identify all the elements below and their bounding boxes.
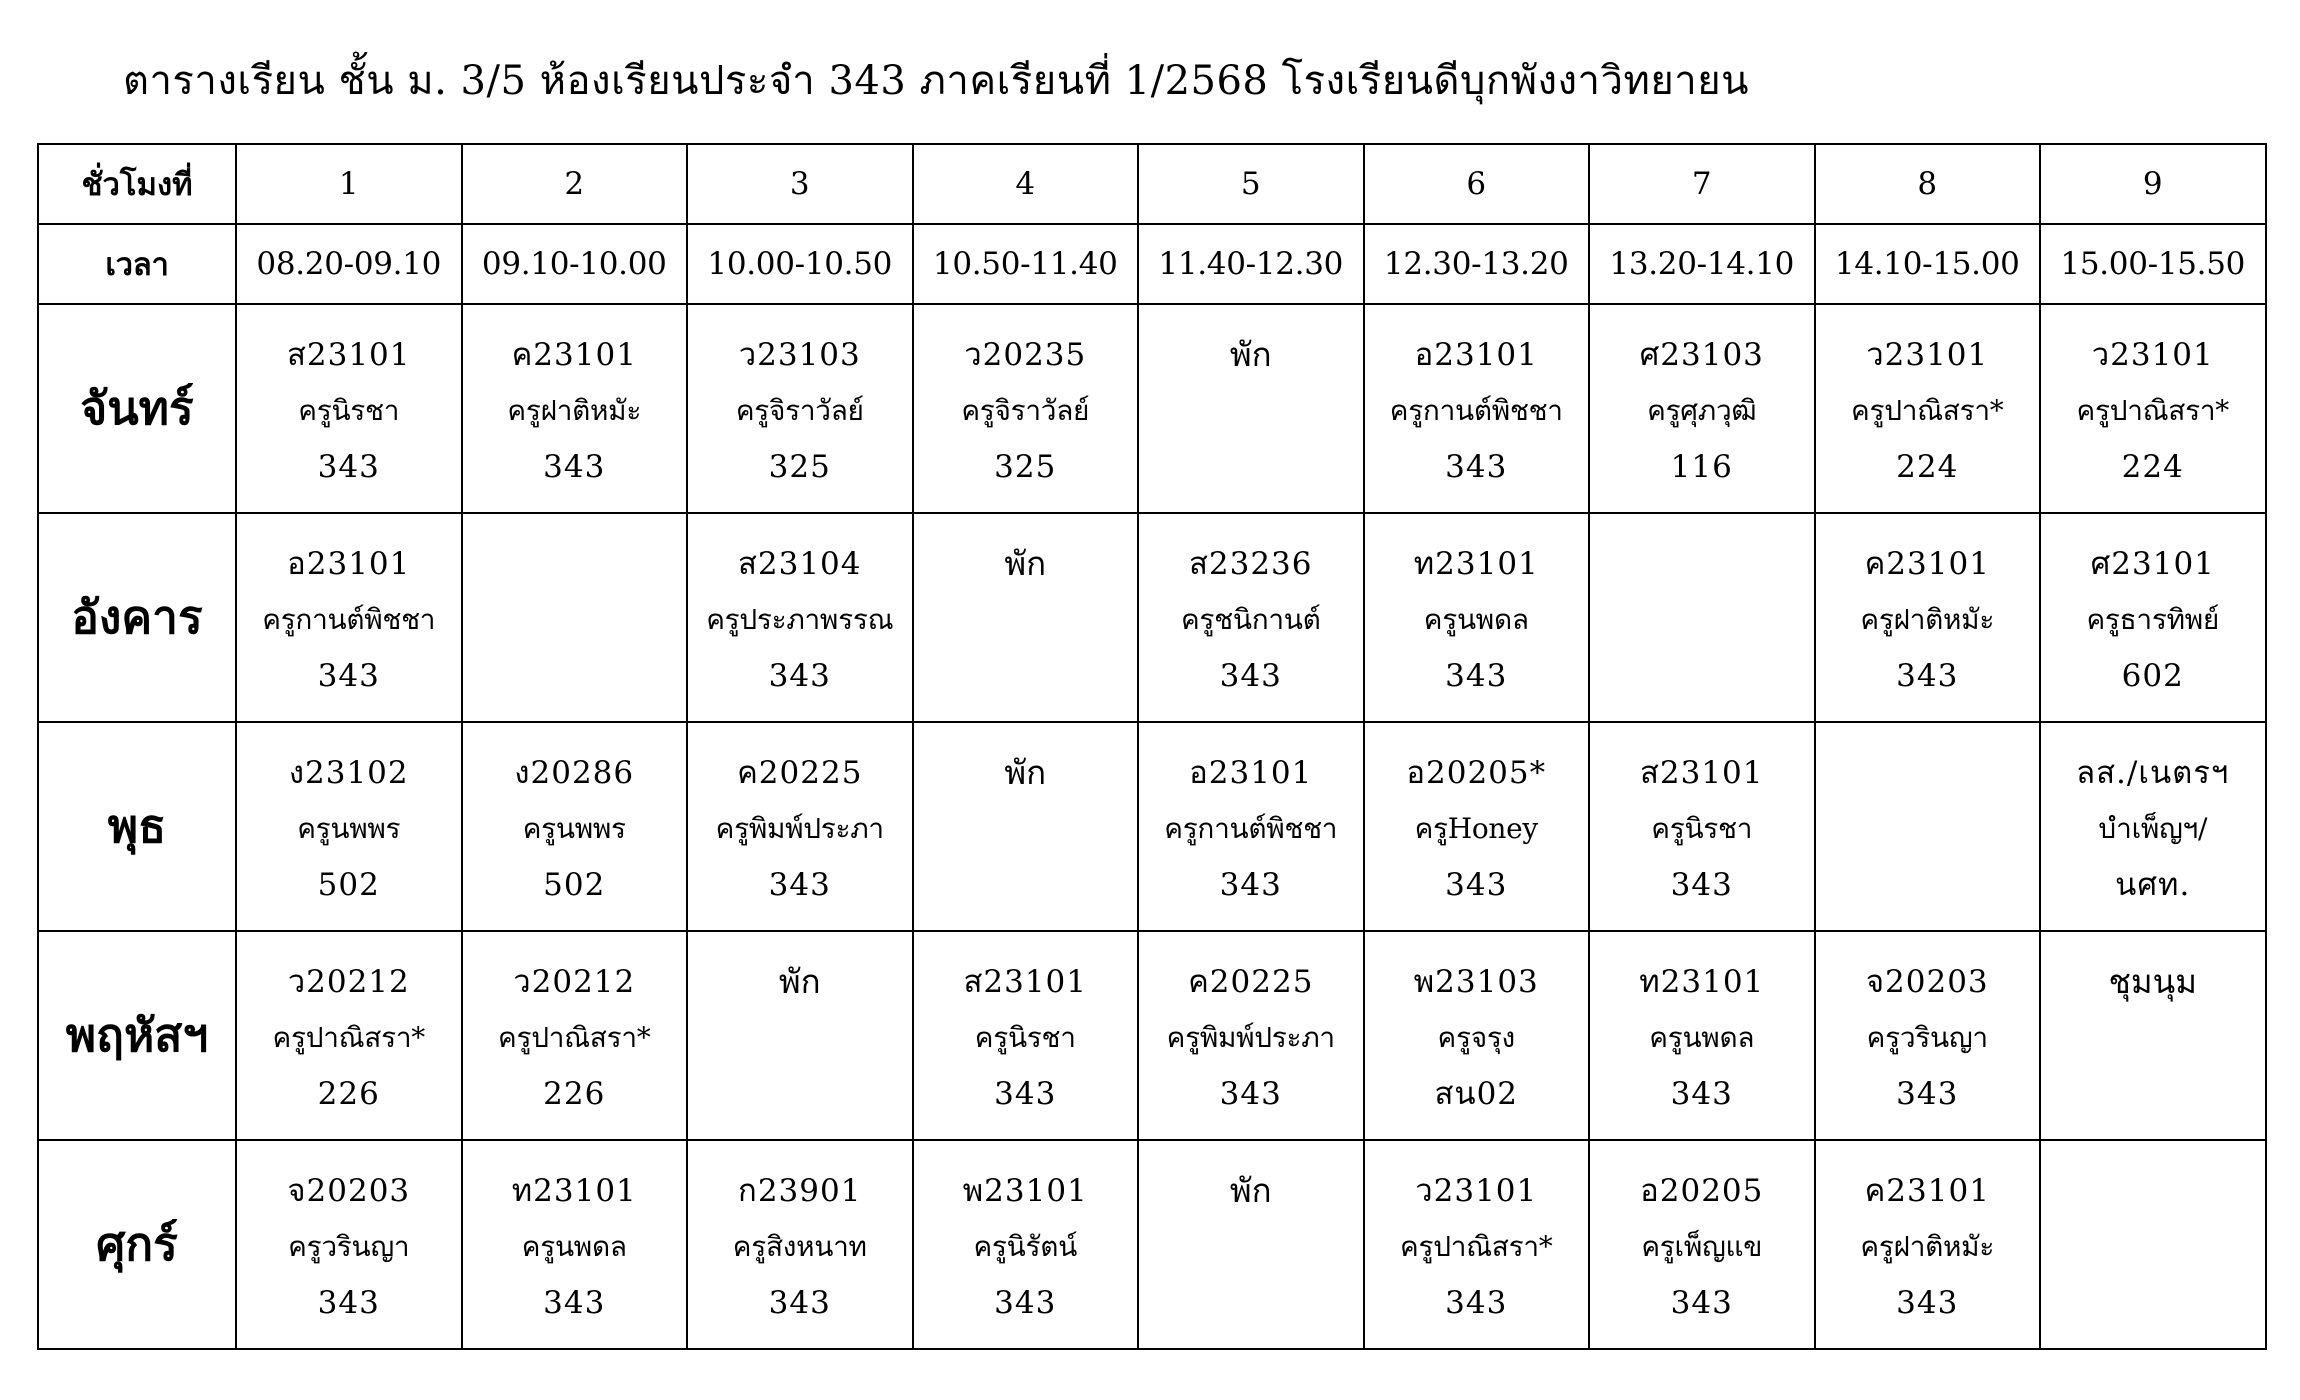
teacher-name: ครูพิมพ์ประภา (715, 812, 884, 845)
class-cell (1589, 1140, 1815, 1349)
room-number: 343 (1445, 1285, 1508, 1321)
teacher-name: ครูปาณิสรา* (2076, 394, 2229, 427)
class-cell (2040, 513, 2266, 722)
room-number: 502 (317, 867, 380, 903)
subject-code: ท23101 (1413, 546, 1539, 582)
break-label: พัก (1004, 753, 1047, 792)
empty-cell (2040, 1140, 2266, 1349)
time-slot: 10.00-10.50 (687, 224, 913, 304)
subject-code: ง20286 (514, 755, 635, 791)
day-name: จันทร์ (38, 304, 236, 513)
subject-code: ส23236 (1188, 546, 1313, 582)
subject-code: ส23101 (1639, 755, 1764, 791)
class-cell (1815, 513, 2041, 722)
class-cell (1364, 304, 1590, 513)
room-number: 343 (768, 1285, 831, 1321)
class-cell (1138, 931, 1364, 1140)
room-number: 343 (1670, 867, 1733, 903)
subject-code: ง23102 (288, 755, 409, 791)
class-cell (236, 931, 462, 1140)
teacher-name: ครูธารทิพย์ (2086, 603, 2220, 636)
class-cell (1589, 722, 1815, 931)
class-cell (1815, 1140, 2041, 1349)
subject-code: ส23104 (737, 546, 862, 582)
room-number: 343 (768, 658, 831, 694)
class-cell (687, 722, 913, 931)
empty-cell (462, 513, 688, 722)
subject-code: ศ23101 (2090, 546, 2215, 582)
class-cell (1364, 722, 1590, 931)
day-row (38, 931, 2266, 1140)
subject-code: จ20203 (287, 1173, 411, 1209)
room-number: 226 (543, 1076, 606, 1112)
break-cell (913, 513, 1139, 722)
teacher-name: ครูนิรชา (1651, 812, 1753, 845)
period-number: 1 (236, 144, 462, 224)
room-number: 343 (1896, 1076, 1959, 1112)
room-number: 343 (317, 449, 380, 485)
room-number: 343 (317, 658, 380, 694)
room-number: สน02 (1434, 1076, 1519, 1112)
break-cell (913, 722, 1139, 931)
subject-code: อ23101 (1414, 337, 1538, 373)
period-number: 3 (687, 144, 913, 224)
teacher-name: บำเพ็ญฯ/ (2098, 812, 2208, 845)
teacher-name: ครูปาณิสรา* (272, 1021, 425, 1054)
class-cell (1589, 304, 1815, 513)
teacher-name: ครูวรินญา (288, 1230, 410, 1263)
class-cell (687, 1140, 913, 1349)
class-cell (462, 1140, 688, 1349)
subject-code: อ20205 (1640, 1173, 1764, 1209)
class-cell (1815, 931, 2041, 1140)
teacher-name: ครูศุภวุฒิ (1647, 394, 1757, 427)
teacher-name: ครูเพ็ญแข (1641, 1230, 1763, 1263)
break-cell (1138, 304, 1364, 513)
time-label: เวลา (38, 224, 236, 304)
teacher-name: ครูนพดล (1649, 1021, 1755, 1054)
subject-code: ท23101 (511, 1173, 637, 1209)
class-cell (1815, 304, 2041, 513)
teacher-name: ครูฝาติหมัะ (507, 394, 642, 427)
teacher-name: ครูจิราวัลย์ (961, 394, 1090, 427)
break-cell (1138, 1140, 1364, 1349)
room-number: 343 (317, 1285, 380, 1321)
period-number: 7 (1589, 144, 1815, 224)
room-number: 343 (1219, 867, 1282, 903)
class-cell (462, 722, 688, 931)
break-label: พัก (778, 962, 821, 1001)
class-cell (462, 931, 688, 1140)
subject-code: ว23101 (1415, 1173, 1538, 1209)
period-number: 2 (462, 144, 688, 224)
room-number: 325 (994, 449, 1057, 485)
subject-code: ศ23103 (1639, 337, 1764, 373)
class-cell (236, 722, 462, 931)
break-cell (687, 931, 913, 1140)
room-number: 343 (1219, 1076, 1282, 1112)
class-cell (236, 304, 462, 513)
break-label: พัก (1004, 544, 1047, 583)
teacher-name: ครูปาณิสรา* (1400, 1230, 1553, 1263)
empty-cell (1815, 722, 2041, 931)
period-number: 8 (1815, 144, 2041, 224)
room-number: 226 (317, 1076, 380, 1112)
break-label: พัก (1229, 335, 1272, 374)
class-cell (462, 304, 688, 513)
day-row (38, 304, 2266, 513)
room-number: 343 (1896, 1285, 1959, 1321)
room-number: 343 (1896, 658, 1959, 694)
room-number: 343 (1670, 1285, 1733, 1321)
class-cell (1138, 722, 1364, 931)
class-cell (1364, 1140, 1590, 1349)
period-number: 5 (1138, 144, 1364, 224)
subject-code: ก23901 (738, 1173, 862, 1209)
subject-code: อ23101 (1189, 755, 1313, 791)
teacher-name: ครูHoney (1414, 812, 1538, 845)
class-cell (2040, 304, 2266, 513)
empty-cell (1589, 513, 1815, 722)
time-slot: 14.10-15.00 (1815, 224, 2041, 304)
class-cell (2040, 722, 2266, 931)
subject-code: ว23103 (738, 337, 861, 373)
subject-code: ค20225 (737, 755, 863, 791)
subject-code: พ23103 (1413, 964, 1539, 1000)
class-cell (1138, 513, 1364, 722)
room-number: 343 (1445, 867, 1508, 903)
room-number: 343 (994, 1285, 1057, 1321)
teacher-name: ครูปาณิสรา* (498, 1021, 651, 1054)
time-row (38, 224, 2266, 304)
subject-code: ค23101 (511, 337, 637, 373)
subject-code: ว20212 (513, 964, 636, 1000)
room-number: 224 (1896, 449, 1959, 485)
teacher-name: ครูฝาติหมัะ (1860, 1230, 1995, 1263)
class-cell (913, 304, 1139, 513)
day-name: พุธ (38, 722, 236, 931)
period-label: ชั่วโมงที่ (38, 144, 236, 224)
teacher-name: ครูกานต์พิชชา (262, 603, 436, 636)
class-cell (687, 513, 913, 722)
subject-code: ว20235 (964, 337, 1087, 373)
subject-code: อ23101 (287, 546, 411, 582)
teacher-name: ครูนิรชา (974, 1021, 1076, 1054)
teacher-name: ครูวรินญา (1866, 1021, 1988, 1054)
teacher-name: ครูนพดล (521, 1230, 627, 1263)
class-cell (913, 931, 1139, 1140)
period-number: 9 (2040, 144, 2266, 224)
room-number: 343 (1445, 449, 1508, 485)
subject-code: ค20225 (1188, 964, 1314, 1000)
subject-code: อ20205* (1406, 755, 1547, 791)
teacher-name: ครูนิรชา (298, 394, 400, 427)
time-slot: 11.40-12.30 (1138, 224, 1364, 304)
room-number: 116 (1670, 449, 1733, 485)
teacher-name: ครูปาณิสรา* (1851, 394, 2004, 427)
time-slot: 15.00-15.50 (2040, 224, 2266, 304)
teacher-name: ครูจิราวัลย์ (735, 394, 864, 427)
timetable (37, 143, 2267, 1350)
subject-code: ค23101 (1864, 1173, 1990, 1209)
subject-code: พ23101 (962, 1173, 1088, 1209)
subject-code: ค23101 (1864, 546, 1990, 582)
room-number: 602 (2121, 658, 2184, 694)
break-label: ชุมนุม (2108, 962, 2197, 1001)
teacher-name: ครูสิงหนาท (732, 1230, 867, 1263)
break-cell (2040, 931, 2266, 1140)
teacher-name: ครูนพพร (522, 812, 626, 845)
teacher-name: ครูกานต์พิชชา (1389, 394, 1563, 427)
class-cell (687, 304, 913, 513)
subject-code: ส23101 (963, 964, 1088, 1000)
class-cell (236, 1140, 462, 1349)
schedule-title: ตารางเรียน ชั้น ม. 3/5 ห้องเรียนประจำ 343 ภาคเรียนที่ 1/2568 โรงเรียนดีบุกพังงาวิทยายน (122, 58, 1750, 104)
class-cell (1364, 513, 1590, 722)
class-cell (1364, 931, 1590, 1140)
period-number-row (38, 144, 2266, 224)
class-cell (1589, 931, 1815, 1140)
class-cell (236, 513, 462, 722)
room-number: 343 (1445, 658, 1508, 694)
subject-code: ลส./เนตรฯ (2076, 755, 2230, 791)
time-slot: 10.50-11.40 (913, 224, 1139, 304)
teacher-name: ครูกานต์พิชชา (1164, 812, 1338, 845)
teacher-name: ครูนพดล (1423, 603, 1529, 636)
subject-code: ว23101 (1866, 337, 1989, 373)
teacher-name: ครูชนิกานต์ (1180, 603, 1321, 636)
period-number: 6 (1364, 144, 1590, 224)
day-row (38, 722, 2266, 931)
day-name: พฤหัสฯ (38, 931, 236, 1140)
subject-code: ส23101 (286, 337, 411, 373)
teacher-name: ครูประภาพรรณ (706, 603, 894, 636)
subject-code: ท23101 (1639, 964, 1765, 1000)
period-number: 4 (913, 144, 1139, 224)
time-slot: 08.20-09.10 (236, 224, 462, 304)
room-number: 343 (543, 1285, 606, 1321)
day-row (38, 513, 2266, 722)
time-slot: 09.10-10.00 (462, 224, 688, 304)
room-number: 343 (1219, 658, 1282, 694)
day-name: อังคาร (38, 513, 236, 722)
teacher-name: ครูนพพร (297, 812, 401, 845)
room-number: 325 (768, 449, 831, 485)
subject-code: ว20212 (287, 964, 410, 1000)
room-number: 224 (2121, 449, 2184, 485)
subject-code: ว23101 (2091, 337, 2214, 373)
class-cell (913, 1140, 1139, 1349)
room-number: 343 (1670, 1076, 1733, 1112)
room-number: 343 (994, 1076, 1057, 1112)
room-number: 502 (543, 867, 606, 903)
day-name: ศุกร์ (38, 1140, 236, 1349)
teacher-name: ครูจรุง (1437, 1021, 1515, 1054)
teacher-name: ครูพิมพ์ประภา (1166, 1021, 1335, 1054)
time-slot: 12.30-13.20 (1364, 224, 1590, 304)
break-label: พัก (1229, 1171, 1272, 1210)
teacher-name: ครูนิรัตน์ (973, 1230, 1077, 1263)
day-row (38, 1140, 2266, 1349)
room-number: นศท. (2115, 867, 2191, 903)
room-number: 343 (543, 449, 606, 485)
time-slot: 13.20-14.10 (1589, 224, 1815, 304)
room-number: 343 (768, 867, 831, 903)
subject-code: จ20203 (1865, 964, 1989, 1000)
teacher-name: ครูฝาติหมัะ (1860, 603, 1995, 636)
